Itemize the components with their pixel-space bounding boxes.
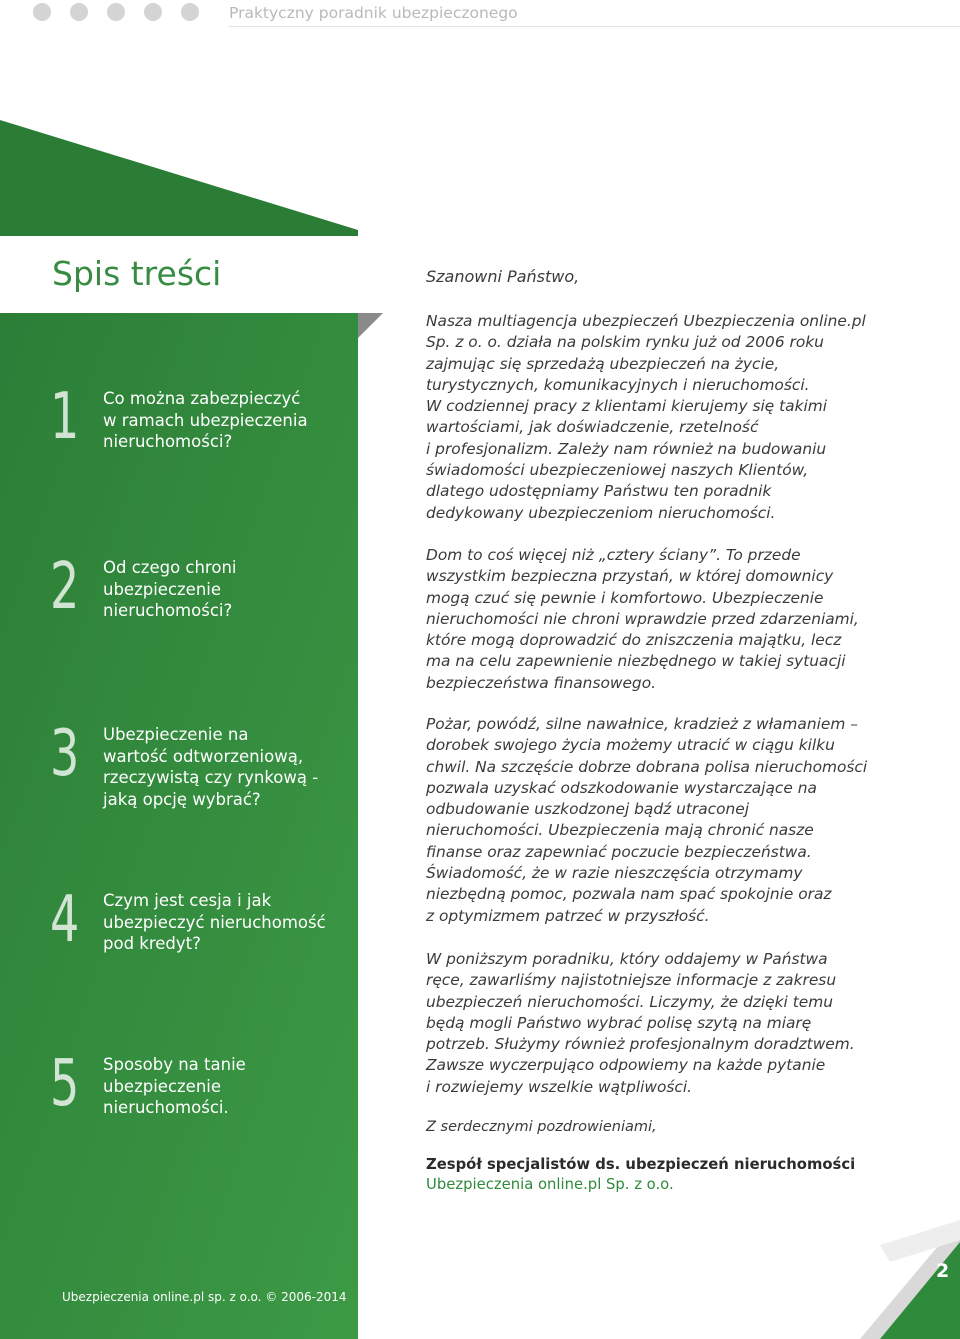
toc-panel: [0, 313, 358, 1339]
text-line: Sp. z o. o. działa na polskim rynku już od 2006 roku: [426, 333, 824, 352]
page-number: 2: [936, 1260, 950, 1282]
toc-line: jaką opcję wybrać?: [103, 789, 261, 809]
text-line: ręce, zawarliśmy najistotniejsze informacje z zakresu: [426, 971, 837, 990]
text-line: chwil. Na szczęście dobrze dobrana polisa nieruchomości: [426, 757, 868, 776]
letter-paragraph: [426, 545, 859, 694]
text-line: bezpieczeństwa finansowego.: [426, 673, 657, 692]
text-line: dlatego udostępniamy Państwu ten poradnik: [426, 482, 772, 501]
toc-number: 1: [50, 380, 80, 454]
text-line: ubezpieczeń nieruchomości. Liczymy, że dzięki temu: [426, 992, 833, 1011]
signature: [426, 1155, 855, 1195]
text-line: wszystkim bezpieczna przystań, w której domownicy: [426, 567, 834, 586]
toc-line: ubezpieczenie: [103, 1076, 222, 1096]
signature-company: Ubezpieczenia online.pl Sp. z o.o.: [426, 1176, 674, 1193]
toc-item-text[interactable]: [103, 557, 343, 622]
tab-fold: [358, 313, 383, 338]
toc-line: Czym jest cesja i jak: [103, 891, 272, 910]
dot-icon: [70, 3, 88, 21]
text-line: z optymizmem patrzeć w przyszłość.: [426, 906, 710, 925]
toc-item-text[interactable]: [103, 724, 343, 810]
signature-team: Zespół specjalistów ds. ubezpieczeń nieruchomości: [426, 1156, 856, 1173]
toc-number: 4: [50, 883, 80, 957]
text-line: W poniższym poradniku, który oddajemy w Państwa: [426, 950, 828, 968]
dot-icon: [33, 3, 51, 21]
text-line: pozwala uzyskać odszkodowanie wystarczające na: [426, 778, 817, 797]
text-line: Nasza multiagencja ubezpieczeń Ubezpieczenia online.pl: [426, 312, 866, 330]
letter-paragraph: [426, 311, 866, 524]
toc-line: ubezpieczenie: [103, 579, 222, 599]
text-line: zajmując się sprzedażą ubezpieczeń na życie,: [426, 354, 780, 373]
text-line: dedykowany ubezpieczeniom nieruchomości.: [426, 503, 776, 522]
toc-line: ubezpieczyć nieruchomość: [103, 912, 326, 932]
toc-line: w ramach ubezpieczenia: [103, 410, 308, 430]
text-line: potrzeb. Służymy również profesjonalnym doradztwem.: [426, 1035, 855, 1054]
toc-line: Sposoby na tanie: [103, 1055, 246, 1074]
footer-copyright: Ubezpieczenia online.pl sp. z o.o. © 2006-2014: [62, 1290, 347, 1304]
toc-item-text[interactable]: [103, 890, 343, 955]
dot-icon: [181, 3, 199, 21]
text-line: odbudowanie uszkodzonej bądź utraconej: [426, 800, 750, 819]
letter-paragraph: [426, 714, 867, 927]
text-line: nieruchomości. Ubezpieczenia mają chronić nasze: [426, 821, 814, 840]
header-title: Praktyczny poradnik ubezpieczonego: [229, 4, 518, 22]
text-line: dorobek swojego życia możemy utracić w ciągu kilku: [426, 736, 835, 755]
text-line: ma na celu zapewnienie niezbędnego w takiej sytuacji: [426, 652, 846, 671]
text-line: turystycznych, komunikacyjnych i nieruchomości.: [426, 375, 810, 394]
text-line: finanse oraz zapewniać poczucie bezpieczeństwa.: [426, 842, 812, 861]
text-line: W codziennej pracy z klientami kierujemy się takimi: [426, 397, 828, 416]
text-line: Dom to coś więcej niż „cztery ściany”. To przede: [426, 546, 801, 564]
toc-line: Od czego chroni: [103, 558, 237, 577]
text-line: Zawsze wyczerpująco odpowiemy na każde pytanie: [426, 1056, 826, 1075]
toc-line: pod kredyt?: [103, 934, 201, 953]
dot-row: [33, 3, 199, 21]
letter-closing: [426, 1117, 657, 1138]
toc-line: Co można zabezpieczyć: [103, 389, 301, 408]
text-line: wartościami, jak doświadczenie, rzetelność: [426, 418, 759, 437]
text-line: Z serdecznymi pozdrowieniami,: [426, 1119, 657, 1135]
letter-greeting: Szanowni Państwo,: [426, 267, 580, 286]
text-line: świadomości ubezpieczeniowej naszych Klientów,: [426, 461, 809, 480]
page-header: [0, 0, 960, 30]
toc-line: Ubezpieczenie na: [103, 725, 249, 744]
toc-line: nieruchomości?: [103, 432, 233, 451]
dot-icon: [107, 3, 125, 21]
toc-item-text[interactable]: [103, 388, 343, 453]
toc-number: 3: [50, 717, 80, 791]
toc-line: nieruchomości?: [103, 601, 233, 620]
text-line: będą mogli Państwo wybrać polisę szytą na miarę: [426, 1013, 812, 1032]
toc-number: 2: [50, 550, 80, 624]
text-line: mogą czuć się pewnie i komfortowo. Ubezpieczenie: [426, 588, 824, 607]
text-line: niezbędną pomoc, pozwala nam spać spokojnie oraz: [426, 885, 832, 904]
text-line: nieruchomości nie chroni wprawdzie przed zdarzeniami,: [426, 609, 859, 628]
text-line: i profesjonalizm. Zależy nam również na budowaniu: [426, 439, 827, 458]
text-line: i rozwiejemy wszelkie wątpliwości.: [426, 1077, 693, 1096]
toc-line: wartość odtworzeniową,: [103, 746, 304, 766]
text-line: Pożar, powódź, silne nawałnice, kradzież z włamaniem –: [426, 715, 858, 733]
toc-title: Spis treści: [52, 254, 222, 293]
letter-body: [426, 266, 896, 1135]
letter-paragraph: [426, 949, 855, 1098]
text-line: Świadomość, że w razie nieszczęścia otrzymamy: [426, 864, 803, 883]
header-divider: [229, 26, 960, 27]
toc-item-text[interactable]: [103, 1054, 343, 1119]
toc-number: 5: [50, 1047, 80, 1121]
toc-line: rzeczywistą czy rynkową -: [103, 768, 319, 787]
text-line: które mogą doprowadzić do zniszczenia majątku, lecz: [426, 631, 842, 650]
dot-icon: [144, 3, 162, 21]
toc-line: nieruchomości.: [103, 1098, 229, 1117]
